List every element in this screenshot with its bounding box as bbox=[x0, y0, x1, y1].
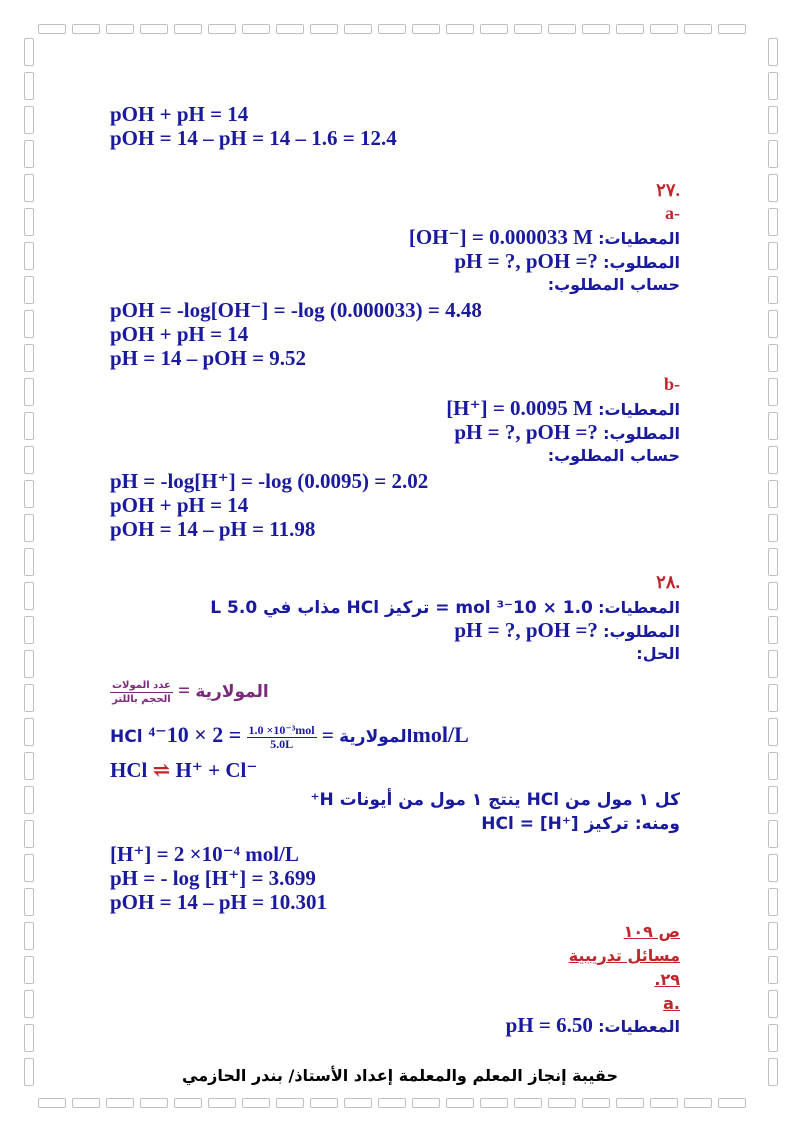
frame-dash bbox=[768, 378, 778, 406]
frame-dash bbox=[548, 24, 576, 34]
frame-dash bbox=[174, 1098, 202, 1108]
frame-dash bbox=[24, 412, 34, 440]
required-line bbox=[454, 618, 680, 644]
frame-dash bbox=[24, 888, 34, 916]
frame-dash bbox=[208, 1098, 236, 1108]
given-line bbox=[409, 225, 680, 251]
required-label: المطلوب: bbox=[603, 253, 680, 272]
frame-dash bbox=[718, 24, 746, 34]
frame-dash bbox=[768, 344, 778, 372]
frame-dash bbox=[582, 1098, 610, 1108]
frame-dash bbox=[24, 72, 34, 100]
frame-dash bbox=[276, 1098, 304, 1108]
frame-dash bbox=[768, 174, 778, 202]
frame-dash bbox=[684, 24, 712, 34]
equation-line: pOH = 14 – pH = 10.301 bbox=[110, 890, 328, 914]
frame-dash bbox=[768, 650, 778, 678]
required-line bbox=[454, 249, 680, 275]
frame-dash bbox=[768, 548, 778, 576]
frame-dash bbox=[768, 786, 778, 814]
part-a-label: -a bbox=[665, 203, 680, 223]
frame-dash bbox=[514, 1098, 542, 1108]
frame-dash bbox=[768, 106, 778, 134]
equation-line: [H⁺] = 2 ×10⁻⁴ mol/L bbox=[110, 842, 299, 866]
frame-dash bbox=[768, 616, 778, 644]
frame-dash bbox=[768, 412, 778, 440]
frame-dash bbox=[548, 1098, 576, 1108]
required-label: المطلوب: bbox=[603, 424, 680, 443]
question-number-27: .٢٧ bbox=[656, 180, 680, 200]
frame-dash bbox=[24, 684, 34, 712]
frame-dash bbox=[344, 1098, 372, 1108]
molarity-prefix: HCl المولارية bbox=[110, 727, 413, 747]
frame-dash bbox=[106, 24, 134, 34]
frame-dash bbox=[768, 582, 778, 610]
frame-dash bbox=[768, 140, 778, 168]
frame-dash bbox=[768, 514, 778, 542]
frame-dash bbox=[24, 514, 34, 542]
frame-dash bbox=[768, 446, 778, 474]
equation-line: pOH = -log[OH⁻] = -log (0.000033) = 4.48 bbox=[110, 298, 482, 322]
fraction bbox=[110, 679, 173, 706]
equation-line: pOH = 14 – pH = 14 – 1.6 = 12.4 bbox=[110, 126, 397, 150]
frame-dash bbox=[24, 616, 34, 644]
frame-dash bbox=[650, 1098, 678, 1108]
frame-dash bbox=[24, 718, 34, 746]
frame-dash bbox=[768, 990, 778, 1018]
solution-label: الحل: bbox=[636, 644, 680, 663]
frame-dash bbox=[344, 24, 372, 34]
frame-dash bbox=[24, 174, 34, 202]
given-label: المعطيات: bbox=[598, 229, 680, 248]
frame-dash bbox=[24, 786, 34, 814]
required-value: pH = ?, pOH =? bbox=[454, 420, 598, 444]
part-b-label: -b bbox=[663, 374, 680, 394]
frame-dash bbox=[446, 24, 474, 34]
frame-dash bbox=[768, 956, 778, 984]
page-footer: حقيبة إنجاز المعلم والمعلمة إعداد الأستاذ/ بندر الحازمي bbox=[182, 1066, 618, 1085]
frame-dash bbox=[768, 208, 778, 236]
page-reference: ص ١٠٩ bbox=[623, 922, 680, 941]
frame-dash bbox=[106, 1098, 134, 1108]
note-line: كل ١ مول من HCl ينتج ١ مول من أيونات H⁺ bbox=[310, 790, 680, 810]
frame-dash bbox=[446, 1098, 474, 1108]
frame-dash bbox=[24, 208, 34, 236]
frame-dash bbox=[72, 24, 100, 34]
frame-dash bbox=[582, 24, 610, 34]
question-number-28: .٢٨ bbox=[656, 572, 680, 592]
frame-dash bbox=[768, 854, 778, 882]
frame-dash bbox=[24, 548, 34, 576]
molarity-definition: $\frac{\text{عدد المولات}}{\text{الحجم باللتر}}$ = المولارية bbox=[112, 678, 269, 705]
frame-dash bbox=[24, 1024, 34, 1052]
given-label: المعطيات: bbox=[598, 598, 680, 617]
frame-dash bbox=[276, 24, 304, 34]
fraction bbox=[247, 724, 317, 751]
equilibrium-equation bbox=[110, 758, 257, 782]
frame-dash bbox=[24, 582, 34, 610]
given-line bbox=[446, 396, 680, 422]
frame-dash bbox=[140, 1098, 168, 1108]
given-value: 1.0 × 10⁻³ mol = تركيز HCl مذاب في 5.0 L bbox=[210, 598, 593, 618]
frame-dash bbox=[412, 24, 440, 34]
frame-dash bbox=[378, 24, 406, 34]
given-line bbox=[506, 1013, 680, 1039]
frame-dash bbox=[24, 752, 34, 780]
frame-dash bbox=[768, 888, 778, 916]
frame-dash bbox=[24, 922, 34, 950]
frame-dash bbox=[718, 1098, 746, 1108]
equation-line: pOH + pH = 14 bbox=[110, 102, 249, 126]
frame-dash bbox=[24, 276, 34, 304]
frame-dash bbox=[768, 38, 778, 66]
equation-line: pOH + pH = 14 bbox=[110, 493, 249, 517]
frame-dash bbox=[616, 1098, 644, 1108]
given-value: [H⁺] = 0.0095 M bbox=[446, 396, 593, 420]
frame-dash bbox=[174, 24, 202, 34]
molarity-result: = 2 × 10⁻⁴mol/L bbox=[148, 722, 469, 747]
required-value: pH = ?, pOH =? bbox=[454, 249, 598, 273]
equation-line: pH = - log [H⁺] = 3.699 bbox=[110, 866, 316, 890]
frame-dash bbox=[208, 24, 236, 34]
frame-dash bbox=[72, 1098, 100, 1108]
frame-dash bbox=[768, 752, 778, 780]
frame-dash bbox=[616, 24, 644, 34]
frame-dash bbox=[24, 378, 34, 406]
frame-dash bbox=[24, 650, 34, 678]
frame-dash bbox=[24, 344, 34, 372]
required-label: المطلوب: bbox=[603, 622, 680, 641]
frame-dash bbox=[768, 242, 778, 270]
equilibrium-arrow-icon: ⇌ bbox=[152, 758, 171, 782]
equation-line: pOH = 14 – pH = 11.98 bbox=[110, 517, 316, 541]
frame-dash bbox=[140, 24, 168, 34]
given-value: pH = 6.50 bbox=[505, 1013, 593, 1037]
equation-line: pH = 14 – pOH = 9.52 bbox=[110, 346, 307, 370]
frame-dash bbox=[768, 276, 778, 304]
fraction-denominator: 5.0L bbox=[270, 736, 294, 751]
frame-dash bbox=[24, 480, 34, 508]
frame-dash bbox=[24, 310, 34, 338]
frame-dash bbox=[24, 446, 34, 474]
frame-dash bbox=[24, 106, 34, 134]
given-label: المعطيات: bbox=[598, 1017, 680, 1036]
given-line bbox=[210, 594, 680, 620]
frame-dash bbox=[38, 24, 66, 34]
required-line bbox=[454, 420, 680, 446]
frame-dash bbox=[24, 242, 34, 270]
frame-dash bbox=[24, 990, 34, 1018]
frame-dash bbox=[480, 1098, 508, 1108]
frame-dash bbox=[242, 24, 270, 34]
frame-dash bbox=[38, 1098, 66, 1108]
frame-dash bbox=[24, 820, 34, 848]
section-title: مسائل تدريبية bbox=[568, 946, 680, 965]
equilibrium-left: HCl bbox=[110, 758, 148, 782]
note-line: ومنه: تركيز HCl = [H⁺] bbox=[481, 814, 680, 834]
frame-dash bbox=[480, 24, 508, 34]
frame-dash bbox=[768, 718, 778, 746]
given-value: [OH⁻] = 0.000033 M bbox=[408, 225, 593, 249]
fraction-numerator: 1.0 ×10⁻³mol bbox=[248, 722, 315, 737]
molarity-calc: HCl المولارية = $\frac{\text{1.0 ×10⁻³mol}}{5.0L}$ = 2 × 10⁻⁴mol/L bbox=[110, 722, 469, 751]
fraction-denominator: الحجم باللتر bbox=[112, 693, 171, 705]
frame-dash bbox=[310, 1098, 338, 1108]
frame-dash bbox=[768, 72, 778, 100]
frame-dash bbox=[650, 24, 678, 34]
frame-dash bbox=[242, 1098, 270, 1108]
frame-dash bbox=[768, 684, 778, 712]
frame-dash bbox=[378, 1098, 406, 1108]
question-number-29: ٢٩. bbox=[654, 970, 680, 989]
given-label: المعطيات: bbox=[598, 400, 680, 419]
required-value: pH = ?, pOH =? bbox=[454, 618, 598, 642]
frame-dash bbox=[768, 310, 778, 338]
frame-dash bbox=[768, 480, 778, 508]
calc-label: حساب المطلوب: bbox=[547, 275, 680, 294]
frame-dash bbox=[768, 820, 778, 848]
frame-dash bbox=[24, 956, 34, 984]
frame-dash bbox=[768, 922, 778, 950]
frame-dash bbox=[684, 1098, 712, 1108]
equation-line: pH = -log[H⁺] = -log (0.0095) = 2.02 bbox=[110, 469, 429, 493]
frame-dash bbox=[24, 854, 34, 882]
part-a-label: .a bbox=[663, 994, 680, 1013]
frame-dash bbox=[24, 38, 34, 66]
fraction-numerator: عدد المولات bbox=[112, 679, 171, 691]
frame-dash bbox=[412, 1098, 440, 1108]
frame-dash bbox=[310, 24, 338, 34]
calc-label: حساب المطلوب: bbox=[547, 446, 680, 465]
molarity-word: المولارية bbox=[195, 682, 269, 702]
equation-line: pOH + pH = 14 bbox=[110, 322, 249, 346]
frame-dash bbox=[514, 24, 542, 34]
frame-dash bbox=[24, 140, 34, 168]
frame-dash bbox=[768, 1024, 778, 1052]
equilibrium-right: H⁺ + Cl⁻ bbox=[175, 758, 258, 782]
